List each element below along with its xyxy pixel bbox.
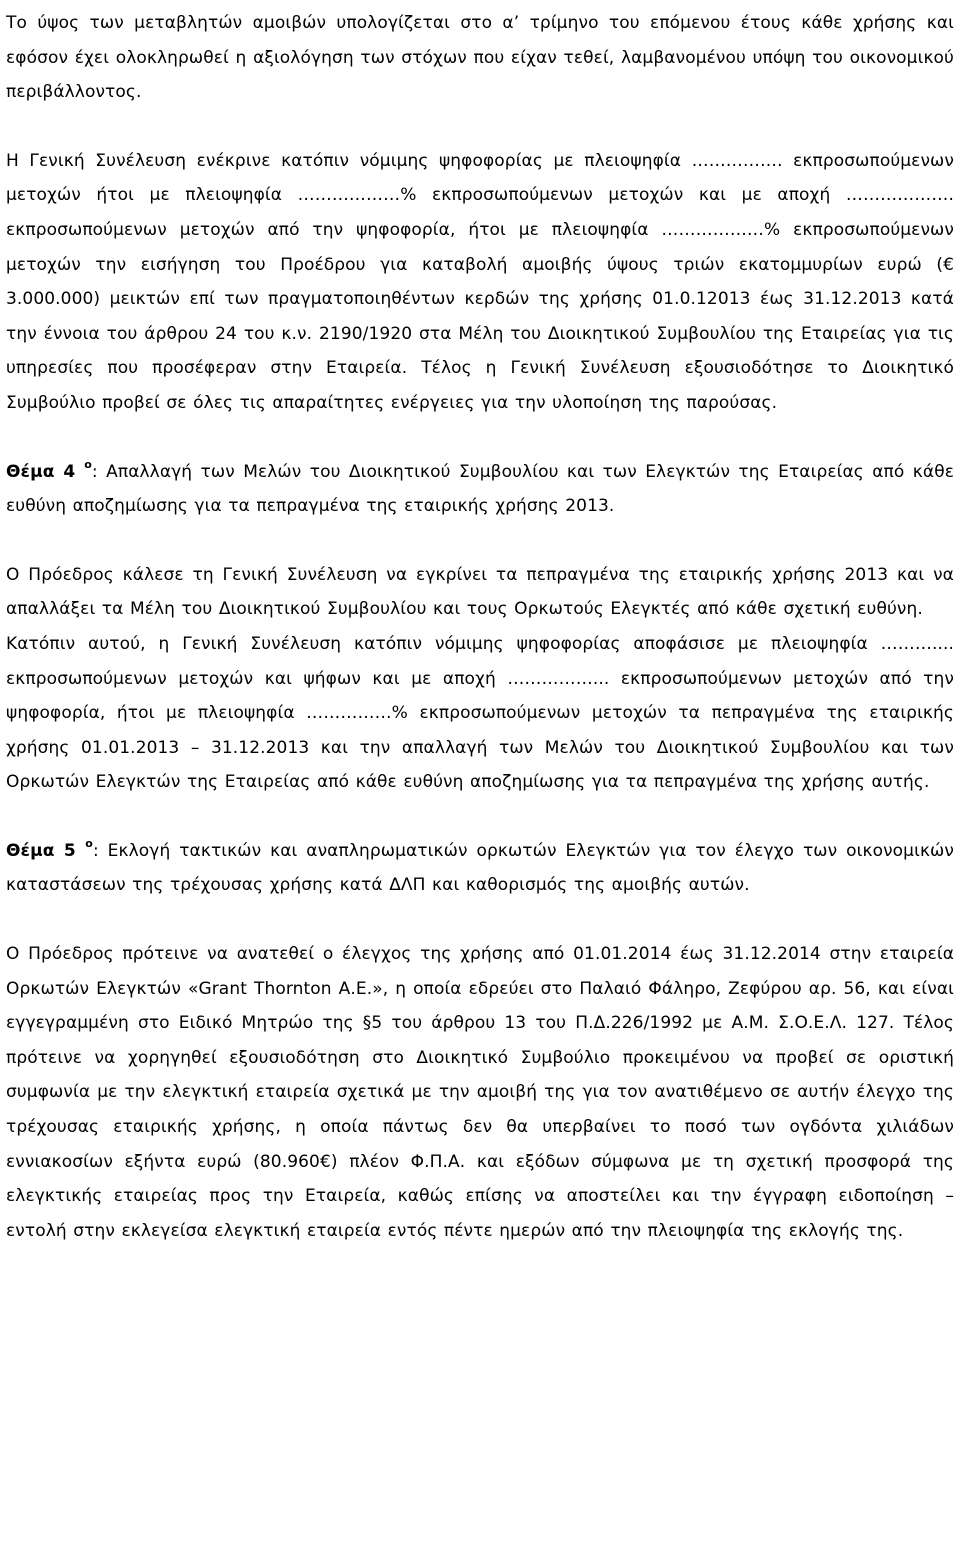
topic-4-heading	[6, 455, 954, 524]
paragraph-board-remuneration: Η Γενική Συνέλευση ενέκρινε κατόπιν νόμιμης ψηφοφορίας με πλειοψηφία ……………. εκπροσωπούμενων μετοχών ήτοι με πλειοψηφία ………………% εκπροσωπούμενων μετοχών και με αποχή ………………. εκπροσωπούμενων μετοχών από την ψηφοφορία, ήτοι με πλειοψηφία ………………% εκπροσωπούμενων μετοχών την εισήγηση του Προέδρου για καταβολή αμοιβής ύψους τριών εκατομμυρίων ευρώ (€ 3.000.000) μεικτών επί των πραγματοποιηθέντων κερδών της χρήσης 01.0.12013 έως 31.12.2013 κατά την έννοια του άρθρου 24 του κ.ν. 2190/1920 στα Μέλη του Διοικητικού Συμβουλίου της Εταιρείας για τις υπηρεσίες που προσέφεραν στην Εταιρεία. Τέλος η Γενική Συνέλευση εξουσιοδότησε το Διοικητικό Συμβούλιο προβεί σε όλες τις απαραίτητες ενέργειες για την υλοποίηση της παρούσας.	[6, 150, 954, 413]
spacer	[6, 800, 954, 834]
paragraph-discharge-vote: Κατόπιν αυτού, η Γενική Συνέλευση κατόπιν νόμιμης ψηφοφορίας αποφάσισε με πλειοψηφία ……….... εκπροσωπούμενων μετοχών και ψήφων και με αποχή ……………... εκπροσωπούμενων μετοχών από την ψηφοφορία, ήτοι με πλειοψηφία ……………% εκπροσωπούμενων μετοχών τα πεπραγμένα της εταιρικής χρήσης 01.01.2013 – 31.12.2013 και την απαλλαγή των Μελών του Διοικητικού Συμβουλίου και των Ορκωτών Ελεγκτών της Εταιρείας από κάθε ευθύνη αποζημίωσης για τα πεπραγμένα της χρήσης αυτής.	[6, 633, 954, 793]
paragraph-variable-pay: Το ύψος των μεταβλητών αμοιβών υπολογίζεται στο α’ τρίμηνο του επόμενου έτους κάθε χρήσης και εφόσον έχει ολοκληρωθεί η αξιολόγηση των στόχων που είχαν τεθεί, λαμβανομένου υπόψη του οικονομικού περιβάλλοντος.	[6, 13, 954, 103]
topic-4-label-text: Θέμα 4	[6, 461, 76, 482]
topic-4-ordinal: ο	[84, 457, 92, 471]
topic-5-label	[6, 837, 93, 861]
topic-5-heading	[6, 834, 954, 903]
paragraph-auditor-proposal: Ο Πρόεδρος πρότεινε να ανατεθεί ο έλεγχος της χρήσης από 01.01.2014 έως 31.12.2014 στην εταιρεία Ορκωτών Ελεγκτών «Grant Thornton Α.Ε.», η οποία εδρεύει στο Παλαιό Φάληρο, Ζεφύρου αρ. 56, και είναι εγγεγραμμένη στο Ειδικό Μητρώο της §5 του άρθρου 13 του Π.Δ.226/1992 με Α.Μ. Σ.Ο.Ε.Λ. 127. Τέλος πρότεινε να χορηγηθεί εξουσιοδότηση στο Διοικητικό Συμβούλιο προκειμένου να προβεί σε οριστική συμφωνία με την ελεγκτική εταιρεία σχετικά με την αμοιβή της για τον ανατιθέμενο σε αυτήν έλεγχο της τρέχουσας εταιρικής χρήσης, η οποία πάντως δεν θα υπερβαίνει το ποσό των ογδόντα χιλιάδων εννιακοσίων εξήντα ευρώ (80.960€) πλέον Φ.Π.Α. και εξόδων σύμφωνα με τη σχετική προσφορά της ελεγκτικής εταιρείας προς την Εταιρεία, καθώς επίσης να αποστείλει και την έγγραφη ειδοποίηση – εντολή στην εκλεγείσα ελεγκτική εταιρεία εντός πέντε ημερών από την πλειοψηφία της εκλογής της.	[6, 944, 954, 1241]
topic-5-ordinal: ο	[85, 837, 93, 851]
spacer	[6, 524, 954, 558]
topic-4-label	[6, 457, 92, 482]
paragraph-chairman-proposal: Ο Πρόεδρος κάλεσε τη Γενική Συνέλευση να εγκρίνει τα πεπραγμένα της εταιρικής χρήσης 2013 και να απαλλάξει τα Μέλη του Διοικητικού Συμβουλίου και τους Ορκωτούς Ελεγκτές από κάθε σχετική ευθύνη.	[6, 564, 954, 620]
spacer	[6, 421, 954, 455]
topic-5-text: : Εκλογή τακτικών και αναπληρωματικών ορκωτών Ελεγκτών για τον έλεγχο των οικονομικών καταστάσεων της τρέχουσας χρήσης κατά ΔΛΠ και καθορισμός της αμοιβής αυτών.	[6, 840, 954, 896]
topic-4-text: : Απαλλαγή των Μελών του Διοικητικού Συμβουλίου και των Ελεγκτών της Εταιρείας από κάθε ευθύνη αποζημίωσης για τα πεπραγμένα της εταιρικής χρήσης 2013.	[6, 461, 954, 517]
spacer	[6, 110, 954, 144]
topic-5-label-text: Θέμα 5	[6, 840, 76, 861]
spacer	[6, 903, 954, 937]
